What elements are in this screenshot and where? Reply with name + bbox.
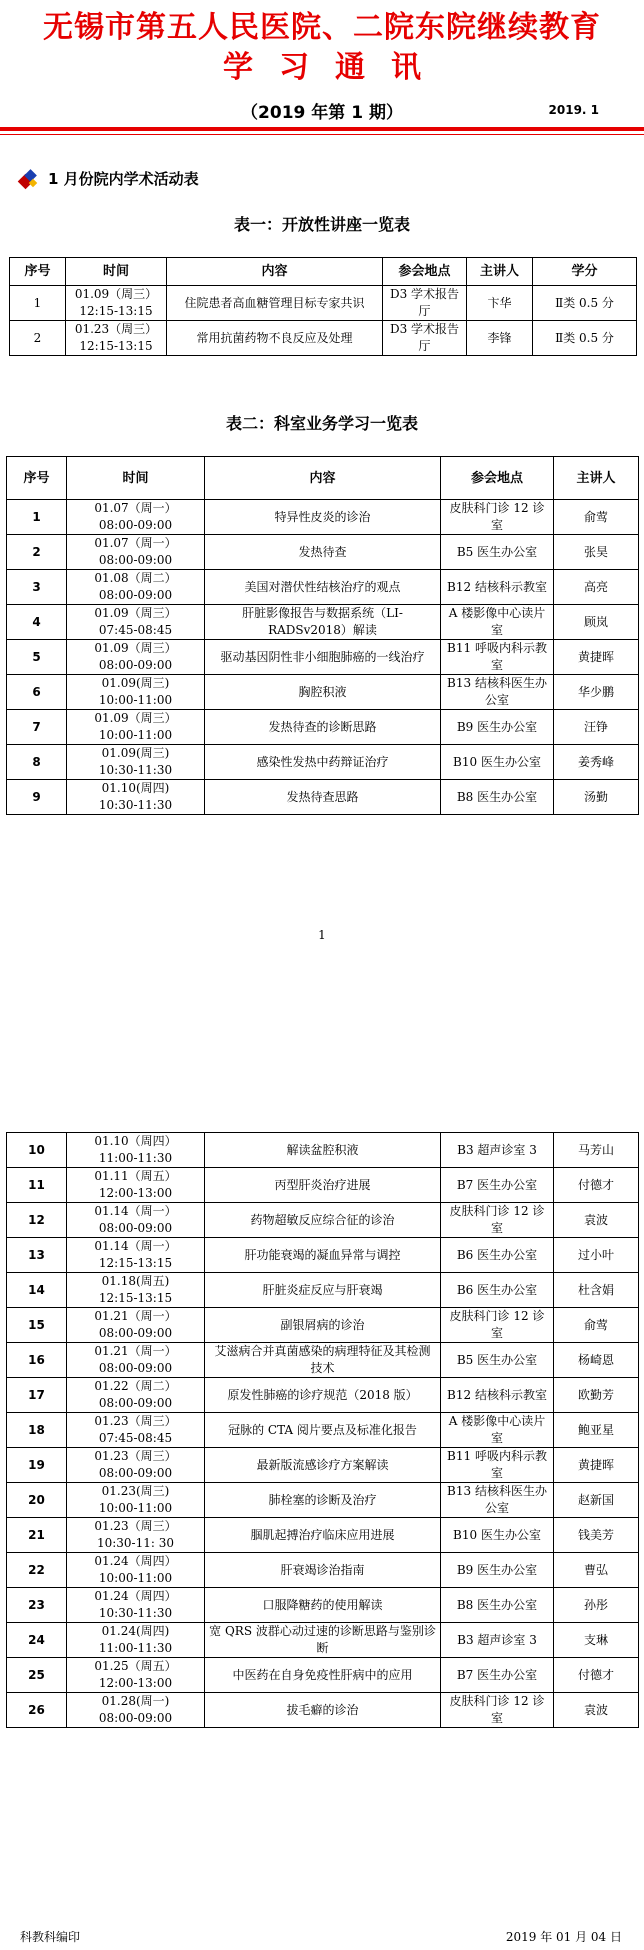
- date-text: 01.10（周四）: [94, 1134, 177, 1148]
- time-range-text: 12:15-13:15: [98, 1256, 173, 1270]
- place-cell: A 楼影像中心读片室: [441, 1413, 554, 1448]
- table2-title: 表二：科室业务学习一览表: [225, 414, 418, 433]
- table-row: [7, 1553, 639, 1588]
- place-cell: B13 结核科医生办公室: [441, 675, 554, 710]
- time-cell: [67, 1203, 205, 1238]
- time-cell: [67, 500, 205, 535]
- lecture-table: [9, 257, 637, 356]
- time-range-text: 10:30-11: 30: [96, 1536, 175, 1550]
- speaker-cell: 袁波: [554, 1203, 639, 1238]
- speaker-cell: 张昊: [554, 535, 639, 570]
- place-cell: B7 医生办公室: [441, 1658, 554, 1693]
- table-row: [7, 1168, 639, 1203]
- time-cell: [67, 745, 205, 780]
- content-cell: 药物超敏反应综合征的诊治: [205, 1203, 441, 1238]
- speaker-cell: 李锋: [467, 321, 533, 356]
- date-text: 01.25（周五）: [94, 1659, 177, 1673]
- table-row: [7, 570, 639, 605]
- place-cell: B12 结核科示教室: [441, 1378, 554, 1413]
- speaker-cell: 顾岚: [554, 605, 639, 640]
- credit-cell: Ⅱ类 0.5 分: [533, 286, 637, 321]
- time-cell: [67, 1483, 205, 1518]
- date-text: 01.14（周一）: [94, 1204, 177, 1218]
- content-cell: 口服降糖药的使用解读: [205, 1588, 441, 1623]
- speaker-cell: 付德才: [554, 1658, 639, 1693]
- time-range-text: 08:00-09:00: [98, 1221, 173, 1235]
- issue-date: 2019. 1: [548, 103, 599, 117]
- date-text: 01.09(周三): [101, 676, 170, 690]
- col-header-no: 序号: [10, 258, 66, 286]
- row-number: 5: [7, 640, 67, 675]
- table1-title: 表一：开放性讲座一览表: [233, 215, 410, 234]
- date-text: 01.23（周三）: [74, 322, 158, 336]
- newsletter-subtitle: 学习通讯: [223, 50, 447, 85]
- content-cell: 肝脏炎症反应与肝衰竭: [205, 1273, 441, 1308]
- place-cell: B6 医生办公室: [441, 1273, 554, 1308]
- row-number: 21: [7, 1518, 67, 1553]
- table-row: [7, 605, 639, 640]
- speaker-cell: 袁波: [554, 1693, 639, 1728]
- time-range-text: 10:30-11:30: [98, 763, 173, 777]
- row-number: 12: [7, 1203, 67, 1238]
- content-cell: 最新版流感诊疗方案解读: [205, 1448, 441, 1483]
- time-range-text: 12:15-13:15: [98, 1291, 173, 1305]
- time-range-text: 08:00-09:00: [98, 1326, 173, 1340]
- place-cell: 皮肤科门诊 12 诊室: [441, 500, 554, 535]
- row-number: 7: [7, 710, 67, 745]
- table-row: [10, 321, 637, 356]
- speaker-cell: 鲍亚星: [554, 1413, 639, 1448]
- speaker-cell: 赵新国: [554, 1483, 639, 1518]
- date-text: 01.23（周三）: [94, 1519, 177, 1533]
- table-row: [7, 1273, 639, 1308]
- row-number: 2: [7, 535, 67, 570]
- content-cell: 驱动基因阴性非小细胞肺癌的一线治疗: [205, 640, 441, 675]
- time-range-text: 11:00-11:30: [98, 1151, 173, 1165]
- date-text: 01.09（周三）: [94, 711, 177, 725]
- content-cell: 肝功能衰竭的凝血异常与调控: [205, 1238, 441, 1273]
- speaker-cell: 姜秀峰: [554, 745, 639, 780]
- date-text: 01.23(周三): [101, 1484, 170, 1498]
- speaker-cell: 高亮: [554, 570, 639, 605]
- row-number: 17: [7, 1378, 67, 1413]
- speaker-cell: 杜含娟: [554, 1273, 639, 1308]
- date-text: 01.28(周一): [101, 1694, 170, 1708]
- row-number: 19: [7, 1448, 67, 1483]
- content-cell: 常用抗菌药物不良反应及处理: [167, 321, 383, 356]
- content-cell: 发热待查的诊断思路: [205, 710, 441, 745]
- speaker-cell: 曹弘: [554, 1553, 639, 1588]
- row-number: 22: [7, 1553, 67, 1588]
- row-number: 18: [7, 1413, 67, 1448]
- content-cell: 发热待查思路: [205, 780, 441, 815]
- content-cell: 宽 QRS 波群心动过速的诊断思路与鉴别诊断: [205, 1623, 441, 1658]
- place-cell: B8 医生办公室: [441, 780, 554, 815]
- time-range-text: 10:00-11:00: [98, 1501, 173, 1515]
- table-row: [7, 535, 639, 570]
- place-cell: B7 医生办公室: [441, 1168, 554, 1203]
- footer-editor: 科教科编印: [20, 1930, 81, 1944]
- date-text: 01.09（周三）: [74, 287, 158, 301]
- speaker-cell: 钱美芳: [554, 1518, 639, 1553]
- time-cell: [67, 1658, 205, 1693]
- time-cell: [67, 640, 205, 675]
- time-range-text: 10:30-11:30: [98, 1606, 173, 1620]
- time-cell: [66, 286, 167, 321]
- date-text: 01.07（周一）: [94, 536, 177, 550]
- time-cell: [67, 1588, 205, 1623]
- place-cell: 皮肤科门诊 12 诊室: [441, 1308, 554, 1343]
- time-range-text: 08:00-09:00: [98, 1711, 173, 1725]
- row-number: 1: [7, 500, 67, 535]
- speaker-cell: 杨崎恩: [554, 1343, 639, 1378]
- content-cell: 原发性肺癌的诊疗规范（2018 版）: [205, 1378, 441, 1413]
- place-cell: B9 医生办公室: [441, 710, 554, 745]
- date-text: 01.24（周四）: [94, 1554, 177, 1568]
- table-row: [7, 1413, 639, 1448]
- time-cell: [67, 1273, 205, 1308]
- time-range-text: 08:00-09:00: [98, 588, 173, 602]
- content-cell: 腘肌起搏治疗临床应用进展: [205, 1518, 441, 1553]
- content-cell: 发热待查: [205, 535, 441, 570]
- date-text: 01.23（周三）: [94, 1414, 177, 1428]
- place-cell: D3 学术报告厅: [383, 321, 467, 356]
- footer-date: 2019 年 01 月 04 日: [505, 1930, 622, 1944]
- diamond-bullet-icon: [18, 169, 38, 189]
- row-number: 9: [7, 780, 67, 815]
- table-row: [7, 640, 639, 675]
- date-text: 01.21（周一）: [94, 1309, 177, 1323]
- place-cell: B3 超声诊室 3: [441, 1623, 554, 1658]
- speaker-cell: 黄捷晖: [554, 640, 639, 675]
- time-cell: [67, 1343, 205, 1378]
- row-number: 6: [7, 675, 67, 710]
- row-number: 24: [7, 1623, 67, 1658]
- row-number: 3: [7, 570, 67, 605]
- date-text: 01.07（周一）: [94, 501, 177, 515]
- time-cell: [67, 675, 205, 710]
- table-row: [7, 745, 639, 780]
- row-number: 1: [10, 286, 66, 321]
- speaker-cell: 过小叶: [554, 1238, 639, 1273]
- time-cell: [67, 570, 205, 605]
- table-row: [10, 286, 637, 321]
- table-row: [7, 1133, 639, 1168]
- content-cell: 艾滋病合并真菌感染的病理特征及其检测技术: [205, 1343, 441, 1378]
- date-text: 01.09（周三）: [94, 641, 177, 655]
- date-text: 01.14（周一）: [94, 1239, 177, 1253]
- time-cell: [67, 1168, 205, 1203]
- date-text: 01.08（周二）: [94, 571, 177, 585]
- date-text: 01.11（周五）: [94, 1169, 177, 1183]
- time-range-text: 11:00-11:30: [98, 1641, 173, 1655]
- date-text: 01.09（周三）: [94, 606, 177, 620]
- time-cell: [67, 605, 205, 640]
- content-cell: 解读盆腔积液: [205, 1133, 441, 1168]
- place-cell: B5 医生办公室: [441, 1343, 554, 1378]
- col-header-credit: 学分: [533, 258, 637, 286]
- content-cell: 副银屑病的诊治: [205, 1308, 441, 1343]
- content-cell: 丙型肝炎治疗进展: [205, 1168, 441, 1203]
- date-text: 01.24(周四): [101, 1624, 170, 1638]
- content-cell: 肝衰竭诊治指南: [205, 1553, 441, 1588]
- content-cell: 肝脏影像报告与数据系统（LI-RADSv2018）解读: [205, 605, 441, 640]
- time-cell: [67, 1133, 205, 1168]
- content-cell: 美国对潜伏性结核治疗的观点: [205, 570, 441, 605]
- time-range-text: 10:00-11:00: [98, 693, 173, 707]
- speaker-cell: 黄捷晖: [554, 1448, 639, 1483]
- table-row: [7, 675, 639, 710]
- time-cell: [67, 1378, 205, 1413]
- col-header-place: 参会地点: [383, 258, 467, 286]
- place-cell: 皮肤科门诊 12 诊室: [441, 1693, 554, 1728]
- page-number: 1: [318, 928, 326, 942]
- content-cell: 冠脉的 CTA 阅片要点及标准化报告: [205, 1413, 441, 1448]
- row-number: 4: [7, 605, 67, 640]
- time-range-text: 08:00-09:00: [98, 1466, 173, 1480]
- col-header-speaker: 主讲人: [467, 258, 533, 286]
- date-text: 01.18(周五): [101, 1274, 170, 1288]
- content-cell: 特异性皮炎的诊治: [205, 500, 441, 535]
- speaker-cell: 俞莺: [554, 1308, 639, 1343]
- place-cell: B13 结核科医生办公室: [441, 1483, 554, 1518]
- content-cell: 肺栓塞的诊断及治疗: [205, 1483, 441, 1518]
- newsletter-title: 无锡市第五人民医院、二院东院继续教育: [43, 10, 601, 45]
- speaker-cell: 付德才: [554, 1168, 639, 1203]
- section-heading: [18, 168, 199, 189]
- row-number: 16: [7, 1343, 67, 1378]
- row-number: 25: [7, 1658, 67, 1693]
- row-number: 15: [7, 1308, 67, 1343]
- speaker-cell: 汤勤: [554, 780, 639, 815]
- place-cell: D3 学术报告厅: [383, 286, 467, 321]
- time-cell: [67, 1623, 205, 1658]
- date-text: 01.10(周四): [101, 781, 170, 795]
- time-range-text: 12:15-13:15: [79, 304, 153, 318]
- time-cell: [67, 1518, 205, 1553]
- date-text: 01.09(周三): [101, 746, 170, 760]
- place-cell: B6 医生办公室: [441, 1238, 554, 1273]
- table-row: [7, 1693, 639, 1728]
- time-range-text: 08:00-09:00: [98, 658, 173, 672]
- row-number: 26: [7, 1693, 67, 1728]
- row-number: 14: [7, 1273, 67, 1308]
- table-row: [7, 710, 639, 745]
- place-cell: B5 医生办公室: [441, 535, 554, 570]
- col-header-time: 时间: [66, 258, 167, 286]
- time-cell: [67, 1413, 205, 1448]
- time-range-text: 08:00-09:00: [98, 1396, 173, 1410]
- row-number: 11: [7, 1168, 67, 1203]
- table-row: [7, 1378, 639, 1413]
- table-row: [7, 1518, 639, 1553]
- time-cell: [67, 1448, 205, 1483]
- table-header-row: [7, 457, 639, 500]
- time-range-text: 08:00-09:00: [98, 553, 173, 567]
- row-number: 8: [7, 745, 67, 780]
- time-range-text: 12:00-13:00: [98, 1186, 173, 1200]
- section-heading-text: 1 月份院内学术活动表: [48, 170, 199, 188]
- date-text: 01.23（周三）: [94, 1449, 177, 1463]
- dept-study-table-continued: [6, 1132, 639, 1728]
- date-text: 01.22（周二）: [94, 1379, 177, 1393]
- time-cell: [66, 321, 167, 356]
- table-row: [7, 1483, 639, 1518]
- table-header-row: [10, 258, 637, 286]
- col-header-content: 内容: [167, 258, 383, 286]
- col-header-place: 参会地点: [441, 457, 554, 500]
- speaker-cell: 俞莺: [554, 500, 639, 535]
- time-cell: [67, 710, 205, 745]
- time-cell: [67, 535, 205, 570]
- speaker-cell: 华少鹏: [554, 675, 639, 710]
- time-range-text: 08:00-09:00: [98, 518, 173, 532]
- time-range-text: 10:00-11:00: [98, 728, 173, 742]
- col-header-content: 内容: [205, 457, 441, 500]
- table-row: [7, 500, 639, 535]
- content-cell: 胸腔积液: [205, 675, 441, 710]
- place-cell: B11 呼吸内科示教室: [441, 640, 554, 675]
- issue-number: （2019 年第 1 期）: [241, 103, 403, 123]
- table-row: [7, 1623, 639, 1658]
- col-header-time: 时间: [67, 457, 205, 500]
- table-row: [7, 1343, 639, 1378]
- content-cell: 中医药在自身免疫性肝病中的应用: [205, 1658, 441, 1693]
- table-row: [7, 1238, 639, 1273]
- place-cell: B9 医生办公室: [441, 1553, 554, 1588]
- place-cell: B11 呼吸内科示教室: [441, 1448, 554, 1483]
- dept-study-table: [6, 456, 639, 815]
- place-cell: B10 医生办公室: [441, 745, 554, 780]
- row-number: 13: [7, 1238, 67, 1273]
- place-cell: B8 医生办公室: [441, 1588, 554, 1623]
- header-rule-thin: [0, 134, 644, 135]
- speaker-cell: 卞华: [467, 286, 533, 321]
- time-range-text: 10:30-11:30: [98, 798, 173, 812]
- table-row: [7, 1448, 639, 1483]
- row-number: 23: [7, 1588, 67, 1623]
- row-number: 10: [7, 1133, 67, 1168]
- table-row: [7, 1588, 639, 1623]
- credit-cell: Ⅱ类 0.5 分: [533, 321, 637, 356]
- row-number: 2: [10, 321, 66, 356]
- content-cell: 感染性发热中药辩证治疗: [205, 745, 441, 780]
- speaker-cell: 孙彤: [554, 1588, 639, 1623]
- time-cell: [67, 1308, 205, 1343]
- place-cell: B10 医生办公室: [441, 1518, 554, 1553]
- time-cell: [67, 780, 205, 815]
- place-cell: B12 结核科示教室: [441, 570, 554, 605]
- place-cell: A 楼影像中心读片室: [441, 605, 554, 640]
- time-range-text: 08:00-09:00: [98, 1361, 173, 1375]
- speaker-cell: 马芳山: [554, 1133, 639, 1168]
- place-cell: 皮肤科门诊 12 诊室: [441, 1203, 554, 1238]
- time-cell: [67, 1693, 205, 1728]
- row-number: 20: [7, 1483, 67, 1518]
- table-row: [7, 1658, 639, 1693]
- speaker-cell: 支琳: [554, 1623, 639, 1658]
- date-text: 01.21（周一）: [94, 1344, 177, 1358]
- speaker-cell: 汪铮: [554, 710, 639, 745]
- col-header-no: 序号: [7, 457, 67, 500]
- table-row: [7, 1308, 639, 1343]
- time-range-text: 07:45-08:45: [98, 1431, 173, 1445]
- date-text: 01.24（周四）: [94, 1589, 177, 1603]
- place-cell: B3 超声诊室 3: [441, 1133, 554, 1168]
- time-range-text: 07:45-08:45: [98, 623, 173, 637]
- table-row: [7, 1203, 639, 1238]
- table-row: [7, 780, 639, 815]
- col-header-speaker: 主讲人: [554, 457, 639, 500]
- time-cell: [67, 1238, 205, 1273]
- header-rule-thick: [0, 127, 644, 131]
- time-cell: [67, 1553, 205, 1588]
- time-range-text: 10:00-11:00: [98, 1571, 173, 1585]
- content-cell: 拔毛癖的诊治: [205, 1693, 441, 1728]
- speaker-cell: 欧勤芳: [554, 1378, 639, 1413]
- content-cell: 住院患者高血糖管理目标专家共识: [167, 286, 383, 321]
- time-range-text: 12:00-13:00: [98, 1676, 173, 1690]
- time-range-text: 12:15-13:15: [79, 339, 153, 353]
